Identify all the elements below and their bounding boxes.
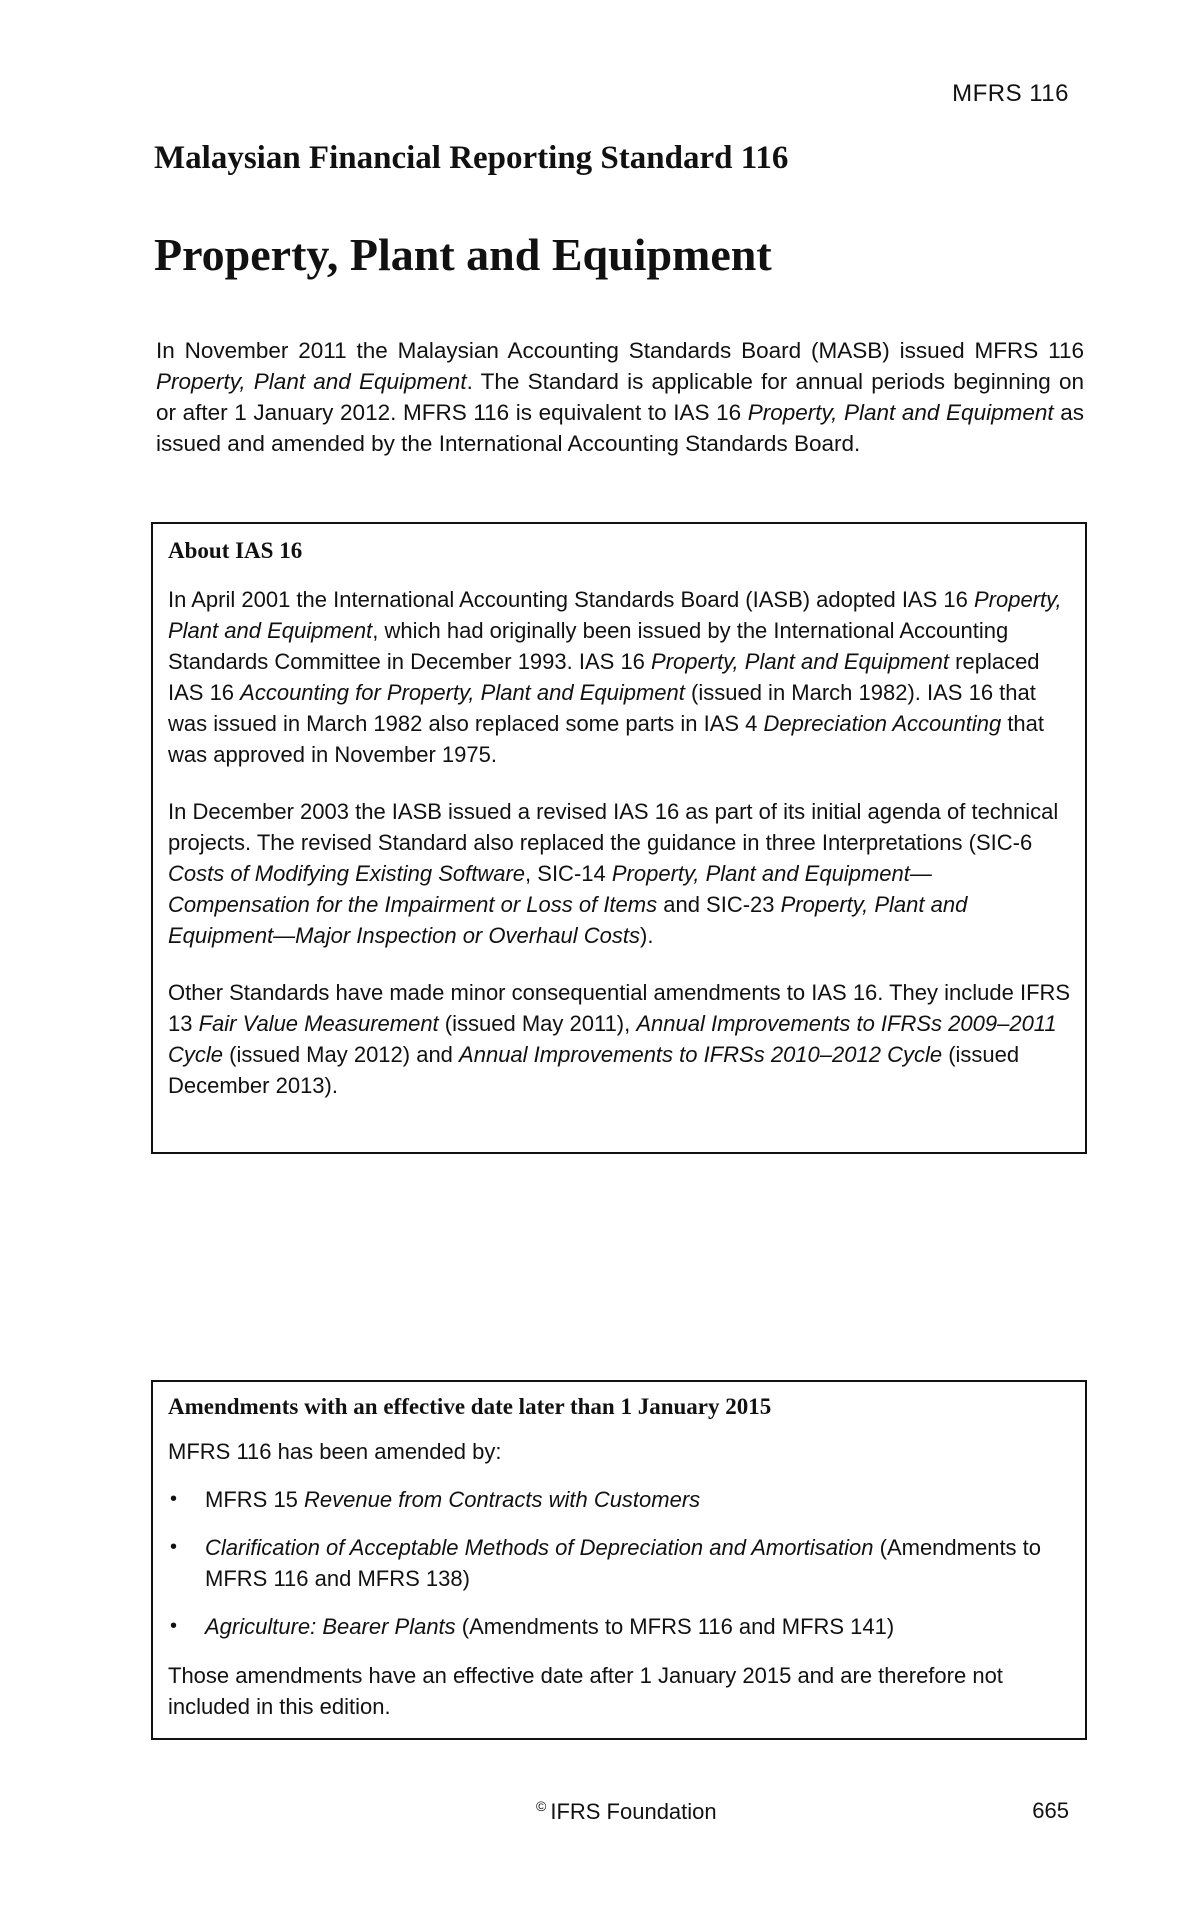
standard-name: Malaysian Financial Reporting Standard 116 [154, 140, 789, 176]
running-header: MFRS 116 [952, 80, 1069, 107]
about-box-heading: About IAS 16 [168, 538, 303, 563]
page-number: 665 [1032, 1798, 1069, 1823]
amendments-list [168, 1484, 1071, 1642]
amendments-box [151, 1380, 1087, 1740]
list-item: • Agriculture: Bearer Plants (Amendments to MFRS 116 and MFRS 141) [168, 1611, 1071, 1642]
list-item: • Clarification of Acceptable Methods of Depreciation and Amortisation (Amendments to MFRS 116 and MFRS 138) [168, 1532, 1071, 1594]
amendments-closing: Those amendments have an effective date after 1 January 2015 and are therefore not included in this edition. [168, 1663, 1003, 1719]
page-title: Property, Plant and Equipment [154, 229, 772, 280]
bullet-icon: • [170, 1488, 178, 1510]
about-paragraph-3: Other Standards have made minor consequential amendments to IAS 16. They include IFRS 13 Fair Value Measurement (issued May 2011), Annual Improvements to IFRSs 2009–2011 Cycle (issued May 2012) and Annual Improvements to IFRSs 2010–2012 Cycle (issued December 2013). [168, 980, 1071, 1098]
about-paragraph-1: In April 2001 the International Accounting Standards Board (IASB) adopted IAS 16 Property, Plant and Equipment, which had originally been issued by the International Accounting Standards Committee in December 1993. IAS 16 Property, Plant and Equipment replaced IAS 16 Accounting for Property, Plant and Equipment (issued in March 1982). IAS 16 that was issued in March 1982 also replaced some parts in IAS 4 Depreciation Accounting that was approved in November 1975. [168, 587, 1062, 767]
bullet-icon: • [170, 1615, 178, 1637]
about-ias16-box [151, 522, 1087, 1154]
footer-organization: © IFRS Foundation [536, 1798, 717, 1824]
intro-paragraph: In November 2011 the Malaysian Accounting Standards Board (MASB) issued MFRS 116 Property, Plant and Equipment. The Standard is applicable for annual periods beginning on or after 1 January 2012. MFRS 116 is equivalent to IAS 16 Property, Plant and Equipment as issued and amended by the International Accounting Standards Board. [156, 338, 1085, 456]
amendments-box-heading: Amendments with an effective date later than 1 January 2015 [168, 1394, 772, 1419]
amendments-lead: MFRS 116 has been amended by: [168, 1439, 502, 1464]
copyright-icon: © [536, 1798, 547, 1814]
bullet-icon: • [170, 1536, 178, 1558]
list-item: • MFRS 15 Revenue from Contracts with Customers [168, 1484, 1071, 1515]
about-paragraph-2: In December 2003 the IASB issued a revised IAS 16 as part of its initial agenda of technical projects. The revised Standard also replaced the guidance in three Interpretations (SIC-6 Costs of Modifying Existing Software, SIC-14 Property, Plant and Equipment—Compensation for the Impairment or Loss of Items and SIC-23 Property, Plant and Equipment—Major Inspection or Overhaul Costs). [168, 799, 1059, 948]
